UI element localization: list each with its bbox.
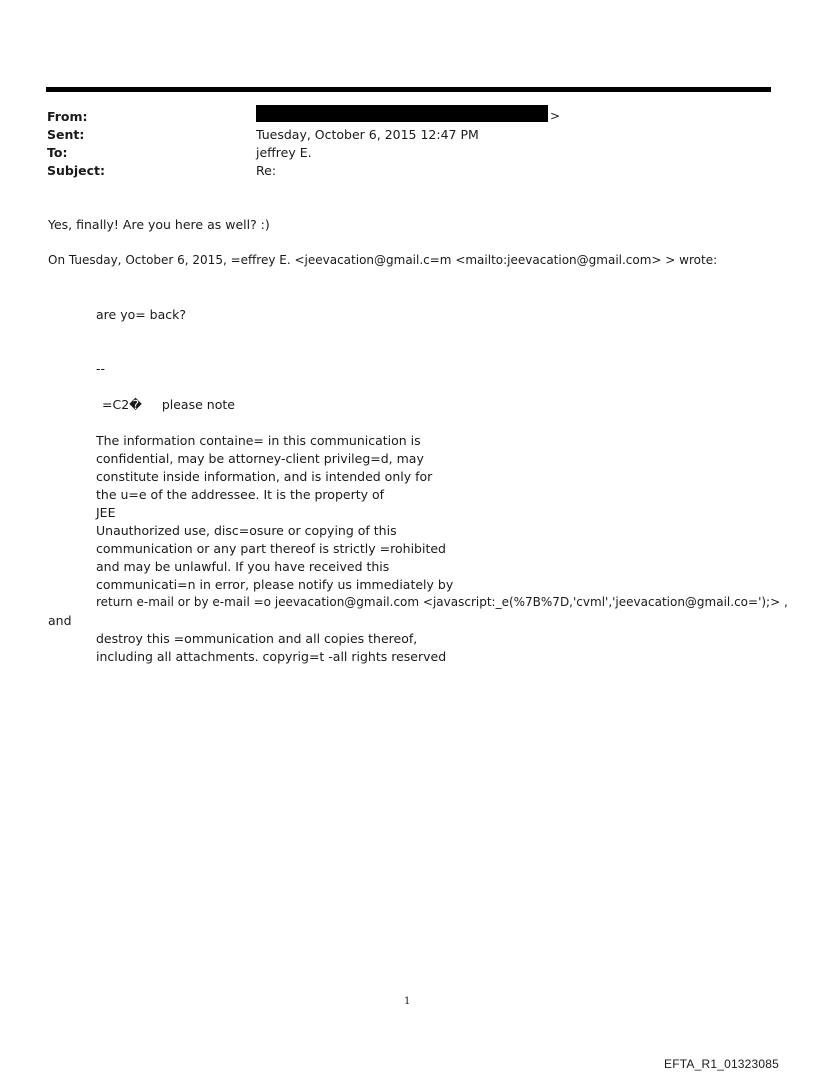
disclaimer-line: communication or any part thereof is strictly =rohibited	[96, 541, 446, 556]
subject-label: Subject:	[47, 163, 105, 178]
disclaimer-line: JEE	[96, 505, 116, 520]
header-rule	[46, 87, 771, 92]
sent-value: Tuesday, October 6, 2015 12:47 PM	[256, 127, 479, 142]
attribution-line: On Tuesday, October 6, 2015, =effrey E. <jeevacation@gmail.c=m <mailto:jeevacation@gmail.com> > wrote:	[48, 253, 718, 267]
signature-separator: --	[96, 361, 106, 376]
disclaimer-line: The information containe= in this communication is	[96, 433, 421, 448]
disclaimer-line: Unauthorized use, disc=osure or copying of this	[96, 523, 397, 538]
sent-label: Sent:	[47, 127, 85, 142]
closing-line: destroy this =ommunication and all copies thereof,	[96, 631, 418, 646]
document-id: EFTA_R1_01323085	[664, 1057, 780, 1071]
closing-line: including all attachments. copyrig=t -all rights reserved	[96, 649, 447, 664]
page-number: 1	[404, 996, 411, 1007]
subject-value: Re:	[256, 163, 277, 178]
to-value: jeffrey E.	[256, 145, 312, 160]
disclaimer-line: constitute inside information, and is intended only for	[96, 469, 433, 484]
disclaimer-line: communicati=n in error, please notify us immediately by	[96, 577, 454, 592]
quoted-question: are yo= back?	[96, 307, 187, 322]
redaction-box	[256, 105, 548, 122]
disclaimer-line: the u=e of the addressee. It is the property of	[96, 487, 385, 502]
disclaimer-line: confidential, may be attorney-client privileg=d, may	[96, 451, 424, 466]
to-label: To:	[47, 145, 68, 160]
disclaimer-line: and may be unlawful. If you have received this	[96, 559, 390, 574]
from-suffix: >	[550, 109, 561, 123]
wrapped-and: and	[48, 613, 72, 628]
from-label: From:	[47, 109, 88, 124]
disclaimer-line: return e-mail or by e-mail =o jeevacation@gmail.com <javascript:_e(%7B%7D,'cvml','jeevacation@gmail.co=');> ,	[96, 595, 788, 609]
please-note-line: =C2� please note	[102, 397, 235, 412]
reply-text: Yes, finally! Are you here as well? :)	[48, 217, 270, 232]
